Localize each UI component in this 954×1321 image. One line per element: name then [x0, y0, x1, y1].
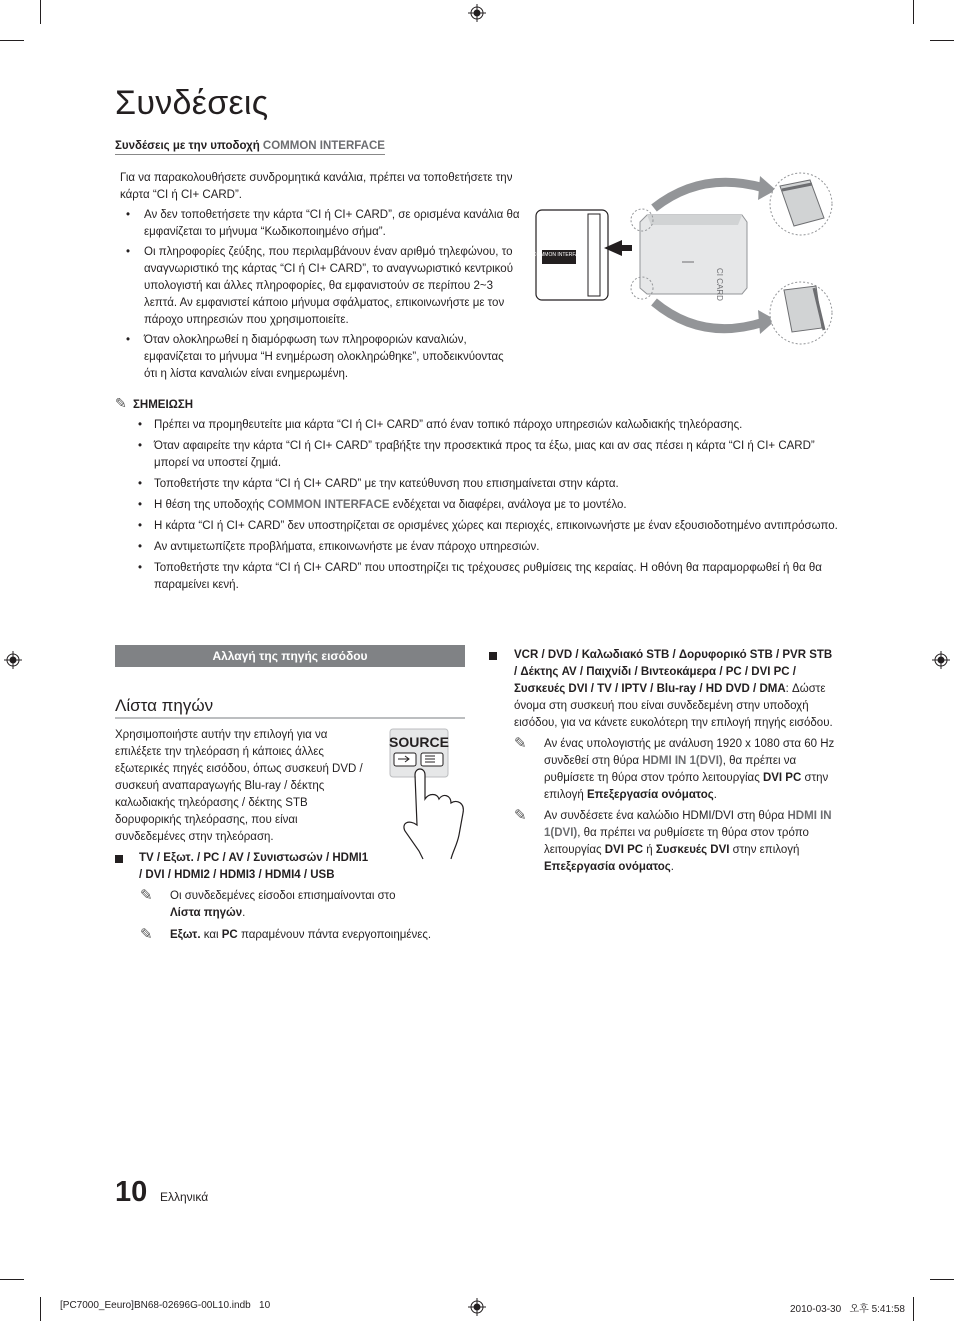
list-item: • Οι πληροφορίες ζεύξης, που περιλαμβάνουν έναν αριθμό τηλεφώνου, το αναγνωριστικό της κάρτας “CI ή CI+ CARD”, το αναγνωριστικό κεντρικού υπολογιστή και άλλες πληροφορίες, θα εμφανιστούν σε περίπου 2~3 λεπτά. Αν εμφανιστεί κάποιο μήνυμα σφάλματος, επικοινωνήστε με τον πάροχο υπηρεσιών που χρησιμοποιείτε. [126, 246, 513, 326]
source-note-1: ✎ Οι συνδεδεμένες είσοδοι επισημαίνονται στο Λίστα πηγών. [140, 887, 396, 919]
ci-intro-text: Για να παρακολουθήσετε συνδρομητικά κανάλια, πρέπει να τοποθετήσετε την κάρτα “CI ή CI+ CARD”. [120, 172, 513, 201]
crop-mark [40, 0, 41, 24]
page-title: Συνδέσεις [115, 84, 269, 122]
note-list [138, 417, 838, 598]
sub-title: Λίστα πηγών [115, 696, 465, 719]
list-item: • Η κάρτα “CI ή CI+ CARD” δεν υποστηρίζεται σε ορισμένες χώρες και περιοχές, επικοινωνήστε με έναν εξουσιοδοτημένο αντιπρόσωπο. [138, 518, 838, 535]
bullet-icon: • [126, 334, 131, 346]
bullet-icon: • [138, 499, 143, 511]
devices-paragraph: VCR / DVD / Καλωδιακό STB / Δορυφορικό STB / PVR STB / Δέκτης AV / Παιχνίδι / Βιντεοκάμερα / PC / DVI PC / Συσκευές DVI / TV / IPTV / Blu-ray / HD DVD / DMA: Δώστε όνομα στη συσκευή που είναι συνδεδεμένη στην υποδοχή εισόδου, για να κάνετε ευκολότερη την επιλογή πηγής εισόδου. [489, 647, 834, 732]
crop-mark [0, 1279, 24, 1280]
footer-language: Ελληνικά [160, 1190, 209, 1204]
bullet-icon: • [126, 209, 131, 221]
ci-section-heading [115, 140, 385, 155]
bullet-icon: • [138, 478, 143, 490]
crop-mark [913, 1297, 914, 1321]
bullet-icon: • [126, 246, 131, 258]
list-item: • Τοποθετήστε την κάρτα “CI ή CI+ CARD” που υποστηρίζει τις τρέχουσες ρυθμίσεις της κεραίας. Η οθόνη θα παραμορφωθεί ή θα θα παραμείνει κενή. [138, 562, 822, 591]
ci-intro [120, 170, 520, 383]
list-item: • Η θέση της υποδοχής COMMON INTERFACE ενδέχεται να διαφέρει, ανάλογα με το μοντέλο. [138, 497, 838, 514]
note-heading: ✎ ΣΗΜΕΙΩΣΗ [115, 395, 194, 411]
source-description: Χρησιμοποιήστε αυτήν την επιλογή για να επιλέξετε την τηλεόραση ή κάποιες άλλες εξωτερικές πηγές εισόδου, όπως συσκευή DVD / συσκευή αναπαραγωγής Blu-ray / δέκτης καλωδιακής τηλεόρασης / δέκτης STB δορυφορικής τηλεόρασης, που είναι συνδεδεμένες στην τηλεόραση. [115, 729, 363, 843]
pencil-note-icon: ✎ [514, 807, 527, 824]
section-bar: Αλλαγή της πηγής εισόδου [115, 645, 465, 667]
ci-bullet-list [116, 207, 520, 383]
print-timestamp: 2010-03-30 오후 5:41:58 [790, 1304, 905, 1315]
registration-mark-icon [4, 651, 22, 669]
crop-mark [40, 1297, 41, 1321]
ci-heading-prefix: Συνδέσεις με την υποδοχή [115, 140, 260, 152]
square-bullet-icon [489, 652, 497, 660]
pencil-note-icon: ✎ [514, 735, 527, 752]
crop-mark [913, 0, 914, 24]
bullet-icon: • [138, 440, 143, 452]
source-label: SOURCE [389, 734, 449, 750]
ci-card-illustration [532, 170, 837, 350]
bullet-icon: • [138, 541, 143, 553]
source-note-2: ✎ Εξωτ. και PC παραμένουν πάντα ενεργοποιημένες. [140, 926, 432, 943]
page-number: 10 [115, 1176, 148, 1208]
card-label: CI CARD [715, 268, 724, 301]
remote-source-illustration [385, 727, 475, 862]
crop-mark [0, 40, 24, 41]
crop-mark [930, 1279, 954, 1280]
pencil-note-icon: ✎ [140, 887, 153, 904]
registration-mark-icon [468, 1298, 486, 1316]
list-item: • Τοποθετήστε την κάρτα “CI ή CI+ CARD” με την κατεύθυνση που επισημαίνεται στην κάρτα. [138, 476, 838, 493]
bullet-icon: • [138, 562, 143, 574]
file-info: [PC7000_Eeuro]BN68-02696G-00L10.indb 10 [60, 1300, 271, 1311]
list-item: • Πρέπει να προμηθευτείτε μια κάρτα “CI ή CI+ CARD” από έναν τοπικό πάροχο υπηρεσιών καλωδιακής τηλεόρασης. [138, 417, 838, 434]
bullet-icon: • [138, 419, 143, 431]
list-item: • Όταν ολοκληρωθεί η διαμόρφωση των πληροφοριών καναλιών, εμφανίζεται το μήνυμα “Η ενημέρωση ολοκληρώθηκε”, υποδεικνύοντας ότι η λίστα καναλιών είναι ενημερωμένη. [126, 334, 504, 380]
ci-heading-highlight: COMMON INTERFACE [262, 140, 385, 152]
dvi-note-b: ✎ Αν συνδέσετε ένα καλώδιο HDMI/DVI στη θύρα HDMI IN 1(DVI), θα πρέπει να ρυθμίσετε τη θύρα στον τρόπο λειτουργίας DVI PC ή Συσκευές DVI στην επιλογή Επεξεργασία ονόματος. [514, 807, 832, 873]
crop-mark [930, 40, 954, 41]
list-item: • Αν δεν τοποθετήσετε την κάρτα “CI ή CI+ CARD”, σε ορισμένα κανάλια θα εμφανίζεται το μήνυμα “Κωδικοποιημένο σήμα”. [126, 209, 520, 238]
registration-mark-icon [932, 651, 950, 669]
inputs-list: TV / Εξωτ. / PC / AV / Συνιστωσών / HDMI1 / DVI / HDMI2 / HDMI3 / HDMI4 / USB [115, 850, 370, 884]
pencil-note-icon: ✎ [140, 926, 153, 943]
registration-mark-icon [468, 4, 486, 22]
slot-label: COMMON INTERFACE [532, 252, 586, 258]
dvi-note-a: ✎ Αν ένας υπολογιστής με ανάλυση 1920 x 1080 στα 60 Hz συνδεθεί στη θύρα HDMI IN 1(DVI), θα πρέπει να ρυθμίσετε τη θύρα στον τρόπο λειτουργίας DVI PC στην επιλογή Επεξεργασία ονόματος. [514, 735, 835, 801]
list-item: • Αν αντιμετωπίζετε προβλήματα, επικοινωνήστε με έναν πάροχο υπηρεσιών. [138, 539, 838, 556]
bullet-icon: • [138, 520, 143, 532]
square-bullet-icon [115, 855, 123, 863]
pencil-note-icon: ✎ [115, 395, 127, 411]
list-item: • Όταν αφαιρείτε την κάρτα “CI ή CI+ CARD” τραβήξτε την προσεκτικά προς τα έξω, μιας και αν σας πέσει η κάρτα “CI ή CI+ CARD” μπορεί να υποστεί ζημιά. [138, 440, 815, 469]
